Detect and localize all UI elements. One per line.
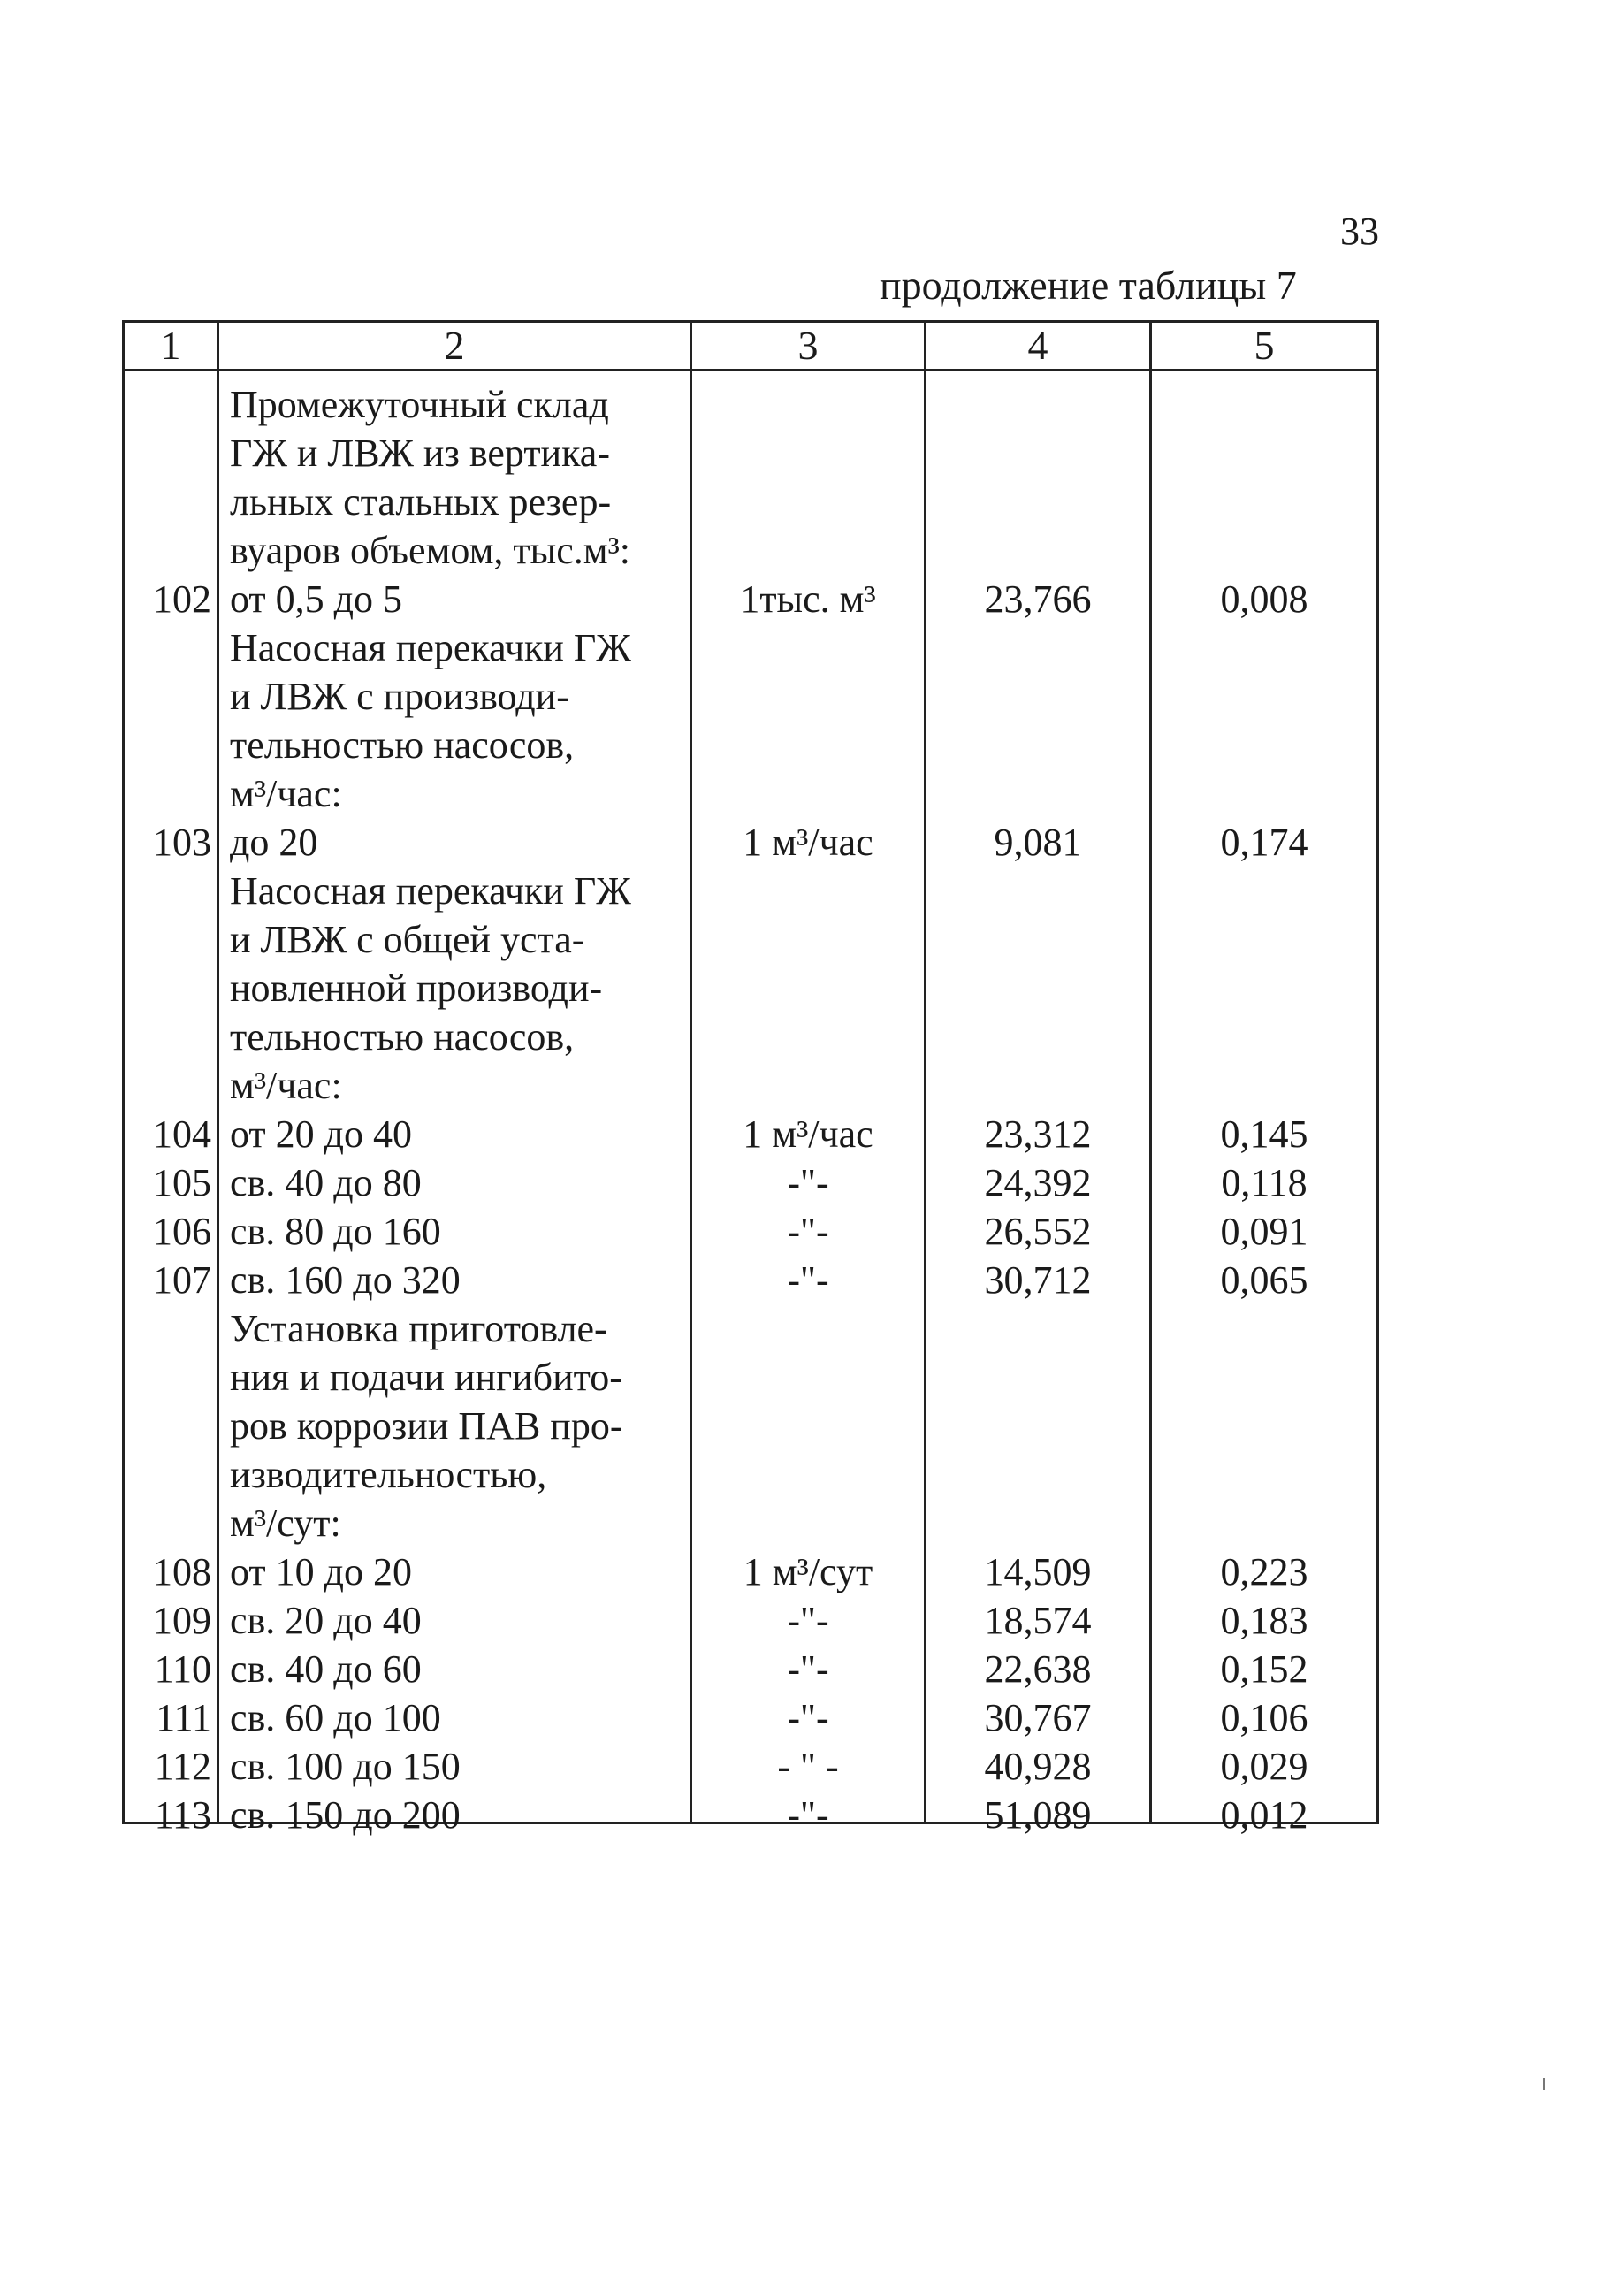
row-value-4: 22,638 xyxy=(984,1647,1092,1691)
row-name: от 10 до 20 xyxy=(230,1550,413,1593)
column-value-5 xyxy=(1152,371,1376,1837)
row-number: 104 xyxy=(153,1112,211,1156)
header-col-4: 4 xyxy=(926,323,1152,369)
row-number: 103 xyxy=(153,821,211,864)
row-number: 110 xyxy=(154,1647,211,1691)
row-value-5: 0,174 xyxy=(1220,821,1308,864)
row-number: 106 xyxy=(153,1210,211,1253)
row-unit: -"- xyxy=(787,1647,829,1691)
row-value-4: 24,392 xyxy=(984,1161,1092,1204)
row-unit: -"- xyxy=(787,1793,829,1837)
row-name: св. 40 до 80 xyxy=(230,1161,422,1204)
row-unit: -"- xyxy=(787,1696,829,1739)
row-value-4: 14,509 xyxy=(984,1550,1092,1593)
column-number xyxy=(125,371,219,1837)
row-value-5: 0,029 xyxy=(1220,1745,1308,1788)
row-name: св. 60 до 100 xyxy=(230,1696,441,1739)
row-value-4: 40,928 xyxy=(984,1745,1092,1788)
row-value-5: 0,183 xyxy=(1220,1599,1308,1642)
row-number: 112 xyxy=(154,1745,211,1788)
row-unit: 1тыс. м³ xyxy=(740,577,876,621)
row-unit: -"- xyxy=(787,1161,829,1204)
row-name: до 20 xyxy=(230,821,318,864)
group-description: Насосная перекачки ГЖ и ЛВЖ с общей уста- новленной производи- тельностью насосов, м³/час: xyxy=(230,869,631,1107)
row-number: 107 xyxy=(153,1258,211,1302)
row-number: 108 xyxy=(153,1550,211,1593)
header-col-3: 3 xyxy=(692,323,926,369)
row-value-4: 23,766 xyxy=(984,577,1092,621)
row-value-5: 0,152 xyxy=(1220,1647,1308,1691)
row-name: св. 150 до 200 xyxy=(230,1793,461,1837)
row-value-4: 30,767 xyxy=(984,1696,1092,1739)
row-name: св. 80 до 160 xyxy=(230,1210,441,1253)
header-col-1: 1 xyxy=(125,323,219,369)
row-value-5: 0,106 xyxy=(1220,1696,1308,1739)
row-unit: -"- xyxy=(787,1210,829,1253)
row-name: св. 40 до 60 xyxy=(230,1647,422,1691)
row-unit: 1 м³/час xyxy=(743,821,873,864)
scan-speck xyxy=(1543,2078,1545,2090)
row-unit: 1 м³/час xyxy=(743,1112,873,1156)
header-col-5: 5 xyxy=(1254,323,1275,368)
row-name: св. 20 до 40 xyxy=(230,1599,422,1642)
table-header xyxy=(125,323,1376,371)
row-unit: -"- xyxy=(787,1258,829,1302)
header-col-2: 2 xyxy=(219,323,692,369)
row-number: 105 xyxy=(153,1161,211,1204)
row-value-5: 0,012 xyxy=(1220,1793,1308,1837)
row-value-4: 51,089 xyxy=(984,1793,1092,1837)
row-value-4: 23,312 xyxy=(984,1112,1092,1156)
group-description: Установка приготовле- ния и подачи ингибито- ров коррозии ПАВ про- изводительностью, м³/сут: xyxy=(230,1307,623,1545)
row-number: 111 xyxy=(156,1696,211,1739)
row-value-4: 18,574 xyxy=(984,1599,1092,1642)
row-name: от 20 до 40 xyxy=(230,1112,413,1156)
page-number: 33 xyxy=(1340,210,1379,253)
data-table xyxy=(122,320,1379,1837)
row-name: св. 160 до 320 xyxy=(230,1258,461,1302)
row-value-4: 9,081 xyxy=(994,821,1082,864)
row-name: св. 100 до 150 xyxy=(230,1745,461,1788)
row-value-5: 0,118 xyxy=(1221,1161,1308,1204)
row-unit: 1 м³/сут xyxy=(743,1550,873,1593)
table-caption: продолжение таблицы 7 xyxy=(880,263,1297,308)
row-number: 109 xyxy=(153,1599,211,1642)
column-value-4 xyxy=(926,371,1152,1837)
row-name: от 0,5 до 5 xyxy=(230,577,403,621)
row-value-5: 0,091 xyxy=(1220,1210,1308,1253)
group-description: Насосная перекачки ГЖ и ЛВЖ с производи- тельностью насосов, м³/час: xyxy=(230,626,631,815)
column-unit xyxy=(692,371,926,1837)
table-body xyxy=(125,371,1376,1837)
row-value-5: 0,008 xyxy=(1220,577,1308,621)
row-unit: -"- xyxy=(787,1599,829,1642)
row-value-4: 26,552 xyxy=(984,1210,1092,1253)
group-description: Промежуточный склад ГЖ и ЛВЖ из вертика- льных стальных резер- вуаров объемом, тыс.м³: xyxy=(230,383,630,572)
row-value-5: 0,065 xyxy=(1220,1258,1308,1302)
row-value-5: 0,223 xyxy=(1220,1550,1308,1593)
row-unit: - " - xyxy=(777,1745,839,1788)
column-name xyxy=(219,371,692,1837)
row-number: 102 xyxy=(153,577,211,621)
row-value-5: 0,145 xyxy=(1220,1112,1308,1156)
row-value-4: 30,712 xyxy=(984,1258,1092,1302)
row-number: 113 xyxy=(154,1793,211,1837)
